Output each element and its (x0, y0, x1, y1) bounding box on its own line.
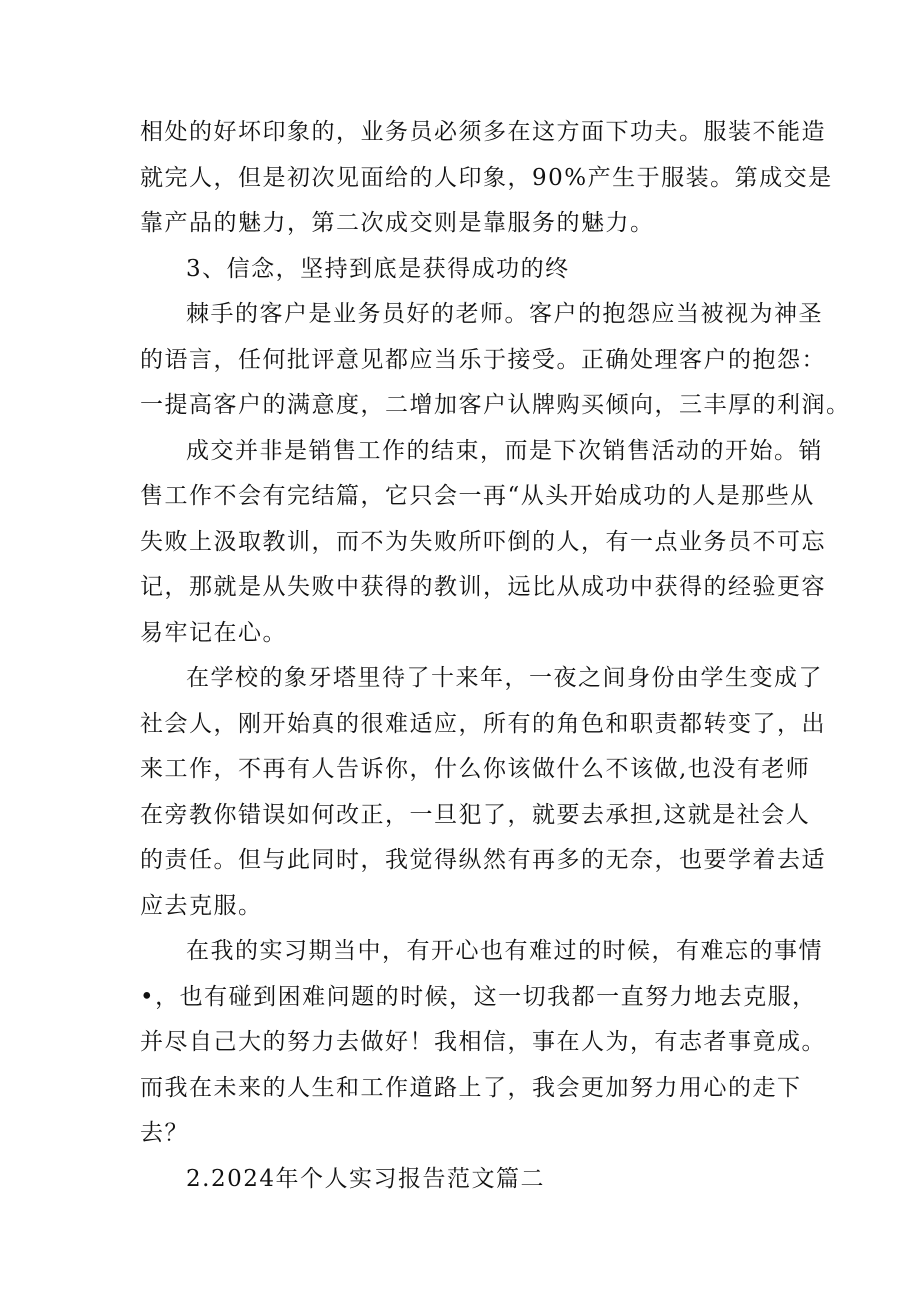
paragraph-line: 棘手的客户是业务员好的老师。客户的抱怨应当被视为神圣 (186, 301, 823, 327)
document-body (140, 110, 851, 1202)
paragraph-line: 的责任。但与此同时，我觉得纵然有再多的无奈，也要学着去适 (140, 847, 826, 873)
paragraph-4 (140, 429, 826, 657)
paragraph-line: 靠产品的魅力，第二次成交则是靠服务的魅力。 (140, 210, 655, 236)
paragraph-line: 易牢记在心。 (140, 619, 287, 646)
paragraph-line: 在学校的象牙塔里待了十来年，一夜之间身份由学生变成了 (186, 665, 823, 691)
paragraph-line: 并尽自己大的努力去做好！我相信，事在人为，有志者事竟成。 (140, 1029, 826, 1055)
paragraph-line: 去？ (140, 1120, 189, 1146)
paragraph-5 (140, 656, 826, 929)
paragraph-line: 成交并非是销售工作的结束，而是下次销售活动的开始。销 (186, 437, 823, 464)
section-heading-3 (140, 247, 780, 293)
paragraph-1 (140, 110, 833, 247)
paragraph-6 (140, 929, 826, 1157)
paragraph-line: •，也有碰到困难问题的时候，这一切我都一直努力地去克服， (140, 983, 817, 1010)
paragraph-3 (140, 292, 851, 429)
paragraph-line: 记，那就是从失败中获得的教训，远比从成功中获得的经验更容 (140, 574, 826, 600)
section-title-2 (140, 1157, 780, 1203)
paragraph-line: 而我在未来的人生和工作道路上了，我会更加努力用心的走下 (140, 1074, 802, 1101)
paragraph-line: 失败上汲取教训，而不为失败所吓倒的人，有一点业务员不可忘 (140, 528, 826, 555)
paragraph-line: 在旁教你错误如何改正，一旦犯了，就要去承担,这就是社会人 (140, 801, 811, 828)
paragraph-line: 就完人，但是初次见面给的人印象，90%产生于服装。第成交是 (140, 164, 833, 191)
paragraph-line: 来工作，不再有人告诉你，什么你该做什么不该做,也没有老师 (140, 756, 811, 782)
paragraph-line: 一提高客户的满意度，二增加客户认牌购买倾向，三丰厚的利润。 (140, 392, 851, 418)
paragraph-line: 社会人，刚开始真的很难适应，所有的角色和职责都转变了，出 (140, 710, 826, 737)
paragraph-line: 售工作不会有完结篇，它只会一再“从头开始成功的人是那些从 (140, 483, 815, 509)
paragraph-line: 相处的好坏印象的，业务员必须多在这方面下功夫。服装不能造 (140, 119, 826, 145)
paragraph-line: 应去克服。 (140, 892, 263, 919)
heading-line: 2.2024年个人实习报告范文篇二 (186, 1165, 545, 1192)
heading-line: 3、信念，坚持到底是获得成功的终 (186, 255, 570, 282)
paragraph-line: 在我的实习期当中，有开心也有难过的时候，有难忘的事情 (186, 938, 823, 964)
paragraph-line: 的语言，任何批评意见都应当乐于接受。正确处理客户的抱怨： (140, 346, 826, 373)
